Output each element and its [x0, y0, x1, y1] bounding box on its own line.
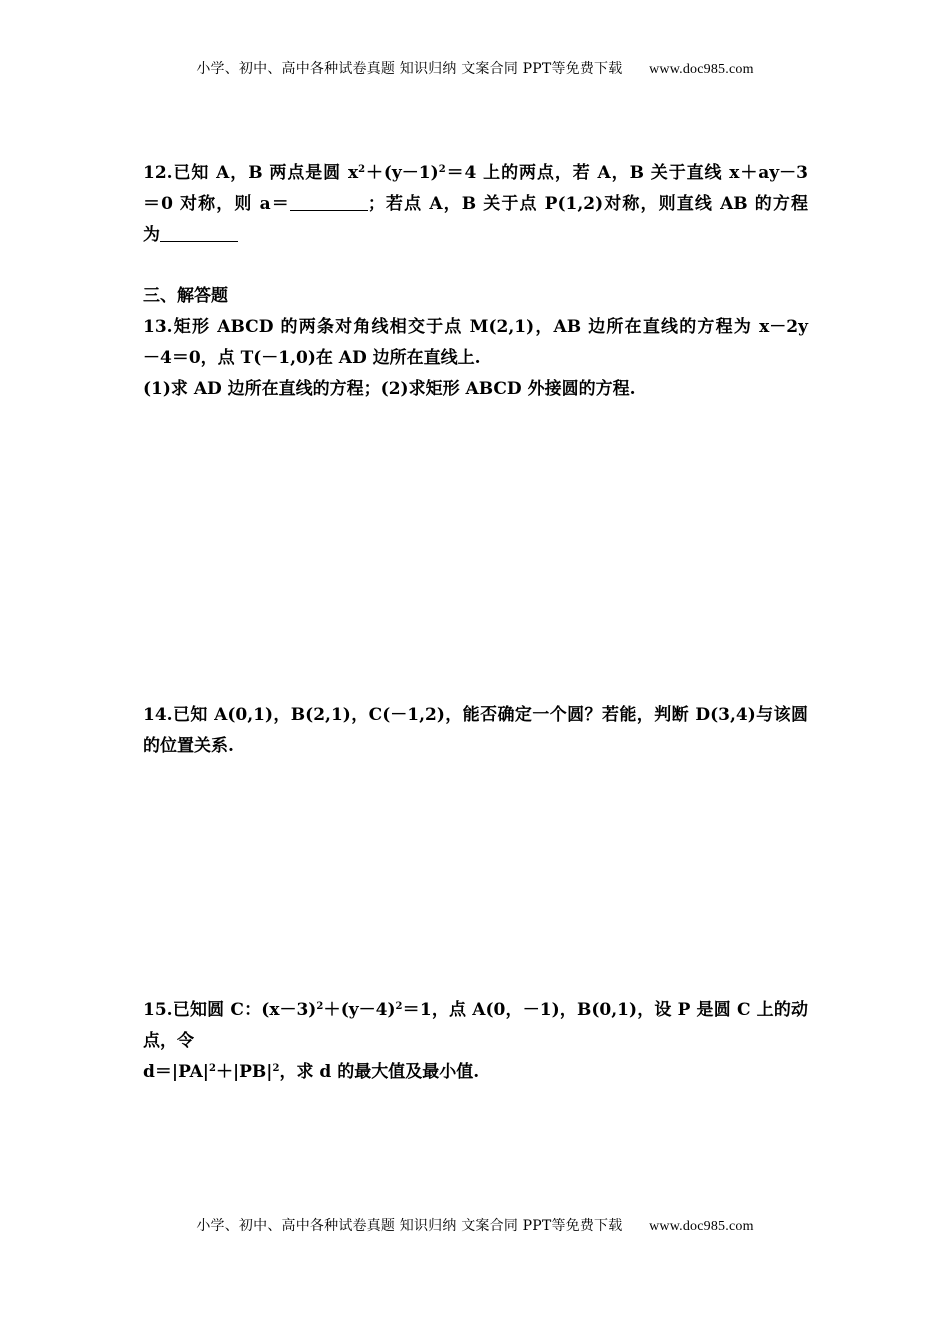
q13-line-1: 13.矩形 ABCD 的两条对角线相交于点 M(2,1)，AB 边所在直线的方程为 x－2y	[143, 317, 808, 337]
q15-sup-4: 2	[272, 1063, 280, 1074]
section-3-title	[143, 281, 808, 312]
footer-text: 小学、初中、高中各种试卷真题 知识归纳 文案合同 PPT等免费下载	[196, 1218, 623, 1234]
q12-sup-1: 2	[358, 164, 366, 175]
q12-text-1b: ＋(y－1)	[365, 163, 439, 183]
q15-text-1b: ＋(y－4)	[323, 1000, 396, 1020]
question-12	[143, 158, 808, 251]
q12-line-3	[143, 220, 808, 251]
question-15	[143, 995, 808, 1088]
q12-line-1	[143, 158, 808, 189]
q14-line-2: 的位置关系.	[143, 736, 234, 756]
q15-sup-2: 2	[395, 1001, 403, 1012]
q12-text-2b: ；若点 A，B 关于点 P(1,2)对称，则直线 AB 的方程	[367, 194, 808, 214]
q12-answer-blank-1[interactable]	[290, 192, 368, 211]
q15-line-3	[143, 1057, 808, 1088]
q15-text-1a: 15.已知圆 C：(x－3)	[143, 1000, 317, 1020]
page-header	[0, 58, 950, 78]
header-site-link[interactable]: www.doc985.com	[649, 62, 754, 77]
q15-line-1	[143, 995, 808, 1026]
question-13	[143, 312, 808, 405]
question-14	[143, 700, 808, 762]
q15-text-3a: d＝|PA|	[143, 1062, 209, 1082]
q15-line-2: 点，令	[143, 1031, 194, 1051]
header-text: 小学、初中、高中各种试卷真题 知识归纳 文案合同 PPT等免费下载	[196, 61, 623, 77]
q12-text-1c: ＝4 上的两点，若 A，B 关于直线 x＋ay－3	[445, 163, 808, 183]
q12-text-1a: 12.已知 A，B 两点是圆 x	[143, 163, 359, 183]
q14-line-1: 14.已知 A(0,1)，B(2,1)，C(－1,2)，能否确定一个圆？若能，判断 D(3,4)与该圆	[143, 705, 808, 725]
page-footer	[0, 1215, 950, 1235]
q12-answer-blank-2[interactable]	[160, 223, 238, 242]
q15-text-1c: ＝1，点 A(0，－1)，B(0,1)，设 P 是圆 C 上的动	[402, 1000, 809, 1020]
q12-line-2	[143, 189, 808, 220]
q12-sup-2: 2	[438, 164, 446, 175]
q12-text-3: 为	[143, 225, 160, 245]
section-3-title-text: 三、解答题	[143, 286, 228, 306]
q15-sup-3: 2	[209, 1063, 216, 1074]
q15-sup-1: 2	[316, 1001, 324, 1012]
q13-line-2: －4＝0，点 T(－1,0)在 AD 边所在直线上.	[143, 348, 481, 368]
q15-text-3c: ，求 d 的最大值及最小值.	[279, 1062, 480, 1082]
q13-line-3: (1)求 AD 边所在直线的方程；(2)求矩形 ABCD 外接圆的方程.	[143, 379, 636, 399]
q15-text-3b: ＋|PB|	[215, 1062, 273, 1082]
footer-site-link[interactable]: www.doc985.com	[649, 1219, 754, 1234]
q12-text-2a: ＝0 对称，则 a＝	[143, 194, 290, 214]
